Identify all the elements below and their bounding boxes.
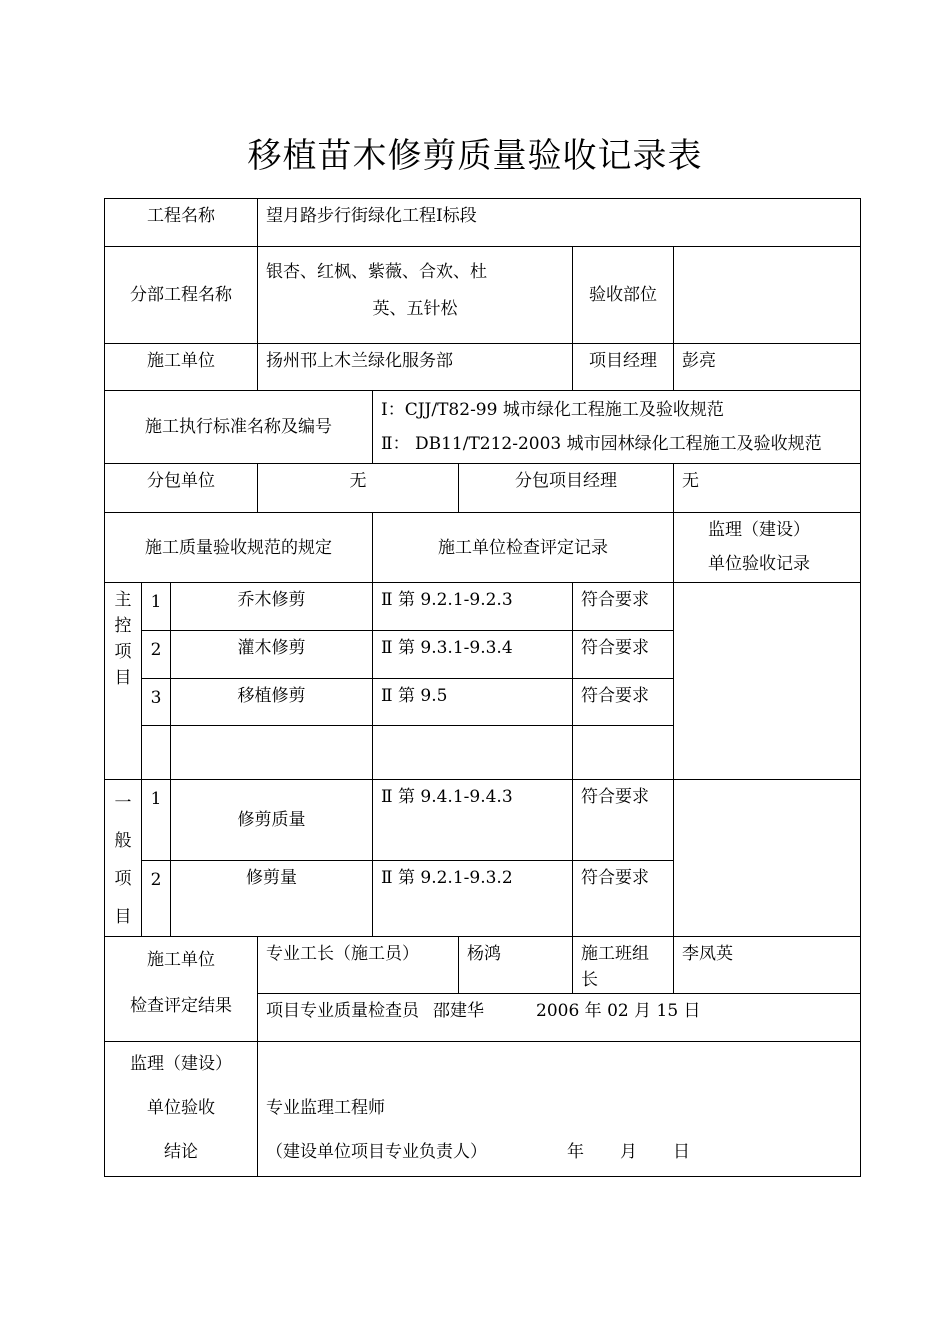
general-item-no: 2: [142, 861, 171, 937]
contractor-value: 扬州邗上木兰绿化服务部: [258, 344, 573, 391]
project-manager-value: 彭亮: [674, 344, 861, 391]
general-item-result: 符合要求: [573, 861, 674, 937]
team-leader-value: 李凤英: [674, 937, 861, 994]
main-item-no: 3: [142, 679, 171, 726]
main-item-name-empty: [171, 726, 373, 780]
main-item-no-empty: [142, 726, 171, 780]
main-item-result: 符合要求: [573, 679, 674, 726]
general-item-name: 修剪量: [171, 861, 373, 937]
owner-row: [266, 1130, 852, 1174]
main-item-clause: Ⅱ 第 9.2.1-9.2.3: [373, 583, 573, 631]
supervisor-conclusion-label: 监理（建设） 单位验收 结论: [105, 1042, 258, 1177]
inspector-label: 项目专业质量检查员: [266, 1001, 420, 1021]
supervisor-engineer-label: 专业监理工程师: [266, 1098, 386, 1118]
general-item-no: 1: [142, 780, 171, 861]
page-title: 移植苗木修剪质量验收记录表: [247, 136, 703, 176]
supervisor-header-line1: 监理（建设）: [708, 520, 811, 540]
project-name-label: 工程名称: [105, 199, 258, 247]
standard-label: 施工执行标准名称及编号: [105, 391, 373, 464]
subcontractor-value: 无: [258, 464, 459, 513]
general-item-name: 修剪质量: [171, 780, 373, 861]
owner-label: （建设单位项目专业负责人）: [266, 1142, 488, 1162]
inspection-record-table: [104, 198, 861, 1177]
date-year: 年: [567, 1142, 585, 1162]
supervisor-record-header: [674, 513, 861, 583]
date-day: 日: [673, 1142, 691, 1162]
general-item-clause: Ⅱ 第 9.4.1-9.4.3: [373, 780, 573, 861]
project-manager-label: 项目经理: [573, 344, 674, 391]
main-item-name: 乔木修剪: [171, 583, 373, 631]
sub-project-value-line1: 银杏、红枫、紫薇、合欢、杜: [266, 262, 488, 282]
main-item-no: 1: [142, 583, 171, 631]
sub-project-value-line2: 英、五针松: [372, 299, 458, 319]
spec-rule-header: 施工质量验收规范的规定: [105, 513, 373, 583]
standard-line2: Ⅱ： DB11/T212-2003 城市园林绿化工程施工及验收规范: [381, 434, 822, 454]
contractor-label: 施工单位: [105, 344, 258, 391]
standard-value: [373, 391, 861, 464]
subcontractor-label: 分包单位: [105, 464, 258, 513]
date-month: 月: [620, 1142, 638, 1162]
general-items-label: 一 般 项 目: [105, 780, 142, 937]
general-item-result: 符合要求: [573, 780, 674, 861]
general-items-supervisor-record: [674, 780, 861, 937]
sub-manager-value: 无: [674, 464, 861, 513]
sub-project-value: [258, 247, 573, 344]
inspection-part-label: 验收部位: [573, 247, 674, 344]
check-record-header: 施工单位检查评定记录: [373, 513, 674, 583]
main-item-clause: Ⅱ 第 9.3.1-9.3.4: [373, 631, 573, 679]
standard-line1: Ⅰ：CJJ/T82-99 城市绿化工程施工及验收规范: [381, 400, 724, 420]
sub-manager-label: 分包项目经理: [459, 464, 674, 513]
team-leader-label: 施工班组长: [573, 937, 674, 994]
main-item-clause: Ⅱ 第 9.5: [373, 679, 573, 726]
main-item-name: 灌木修剪: [171, 631, 373, 679]
inspection-part-value: [674, 247, 861, 344]
main-item-no: 2: [142, 631, 171, 679]
project-name-value: 望月路步行街绿化工程Ⅰ标段: [258, 199, 861, 247]
sub-project-label: 分部工程名称: [105, 247, 258, 344]
main-item-result-empty: [573, 726, 674, 780]
inspector-row: [258, 994, 861, 1042]
foreman-value: 杨鸿: [459, 937, 573, 994]
main-item-result: 符合要求: [573, 583, 674, 631]
inspector-value: 邵建华: [433, 1001, 485, 1021]
supervisor-header-line2: 单位验收记录: [708, 554, 811, 574]
main-items-label: 主 控 项 目: [105, 583, 142, 780]
main-items-supervisor-record: [674, 583, 861, 780]
foreman-label: 专业工长（施工员）: [258, 937, 459, 994]
contractor-check-label: 施工单位 检查评定结果: [105, 937, 258, 1042]
general-item-clause: Ⅱ 第 9.2.1-9.3.2: [373, 861, 573, 937]
main-item-name: 移植修剪: [171, 679, 373, 726]
main-item-clause-empty: [373, 726, 573, 780]
main-item-result: 符合要求: [573, 631, 674, 679]
inspection-date: 2006 年 02 月 15 日: [536, 1001, 701, 1021]
supervisor-conclusion-value: [258, 1042, 861, 1177]
